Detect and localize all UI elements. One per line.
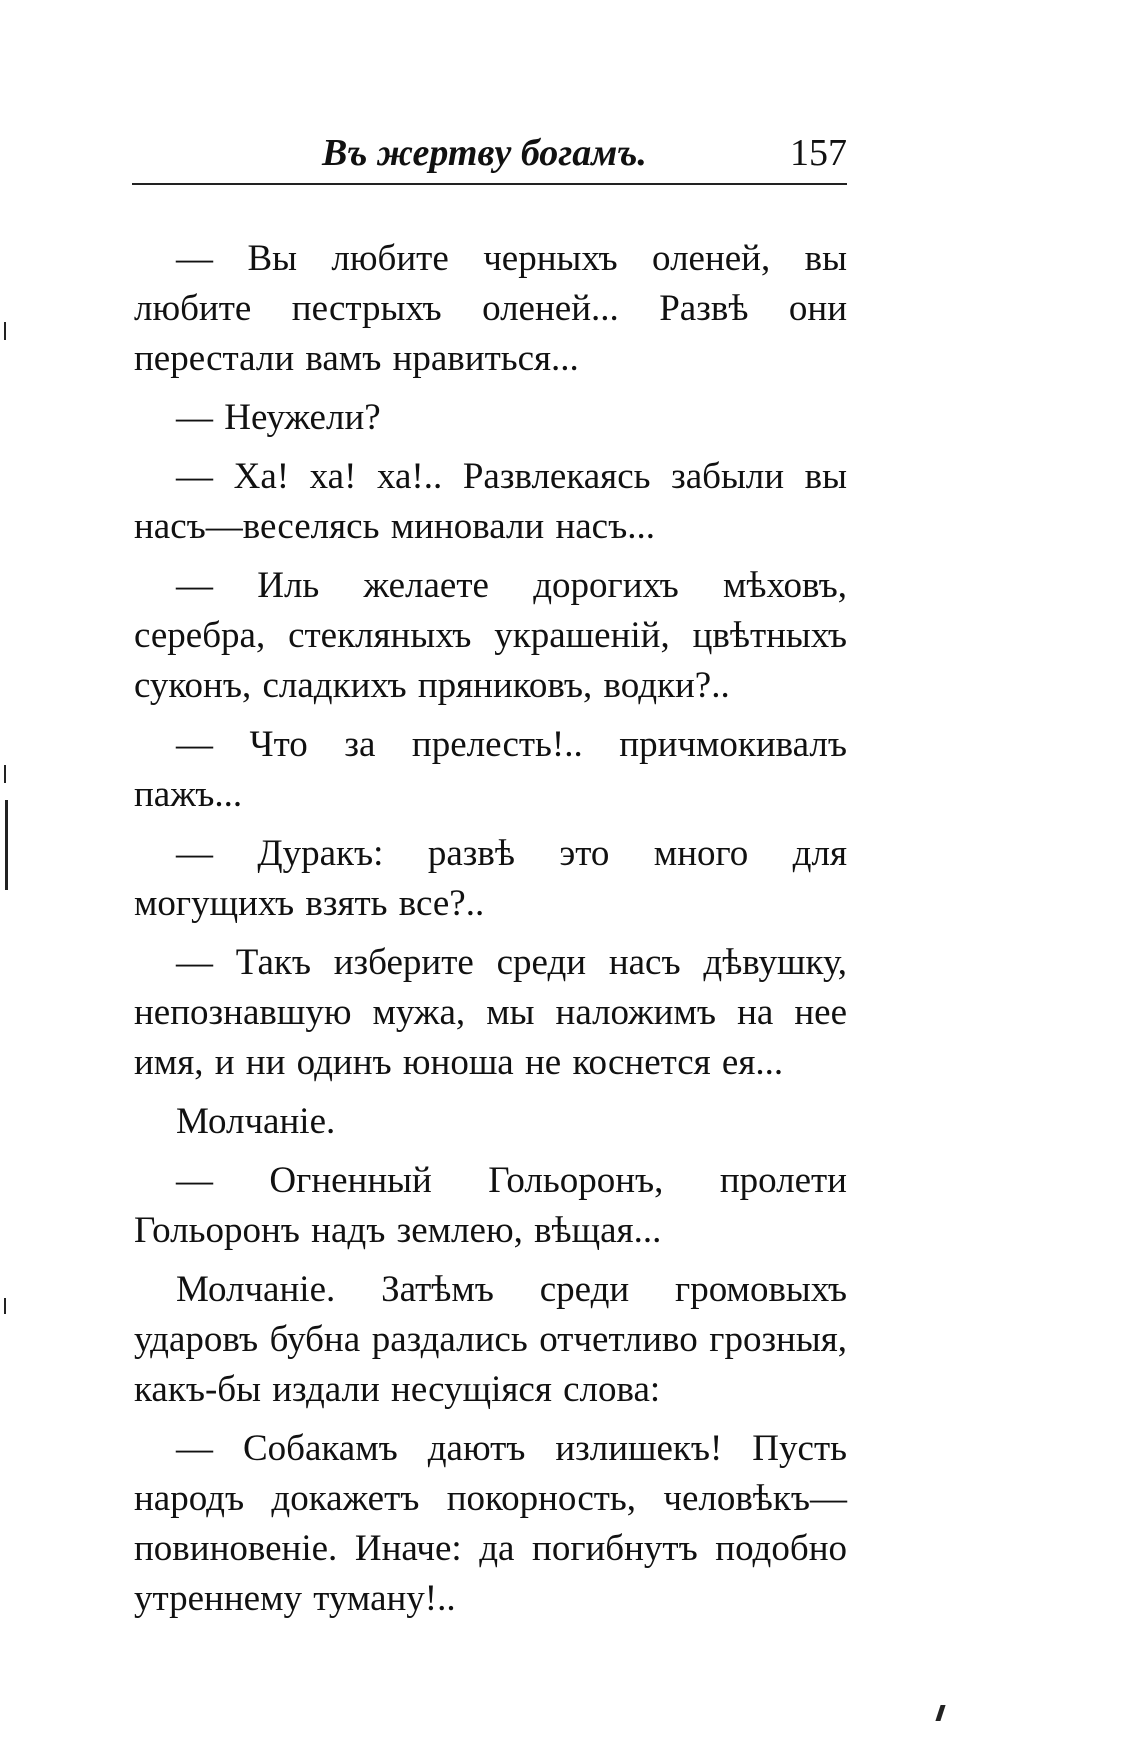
scan-mark: [5, 800, 8, 890]
running-head: [132, 128, 847, 178]
paragraph-9: — Огненный Гольоронъ, пролети Гольоронъ надъ землею, вѣщая...: [134, 1160, 847, 1251]
paragraph-7: — Такъ изберите среди насъ дѣвушку, непознавшую мужа, мы наложимъ на нее имя, и ни одинъ юноша не коснется ея...: [134, 942, 847, 1083]
scan-mark: [4, 765, 6, 783]
paragraph-2: — Неужели?: [176, 397, 381, 438]
scan-mark: [4, 322, 6, 340]
running-title: Въ жертву богамъ.: [322, 132, 647, 174]
paragraph-3: — Ха! ха! ха!.. Развлекаясь забыли вы насъ—веселясь миновали насъ...: [134, 456, 847, 547]
page-number: 157: [790, 132, 847, 174]
paragraph-8: Молчаніе.: [176, 1101, 336, 1142]
header-rule: [132, 183, 847, 185]
paragraph-4: — Иль желаете дорогихъ мѣховъ, серебра, стекляныхъ украшеній, цвѣтныхъ суконъ, сладкихъ пряниковъ, водки?..: [134, 565, 847, 706]
paragraph-10: Молчаніе. Затѣмъ среди громовыхъ ударовъ бубна раздались отчетливо грозныя, какъ-бы издали несущіяся слова:: [134, 1269, 847, 1410]
paragraph-6: — Дуракъ: развѣ это много для могущихъ взять все?..: [134, 833, 847, 924]
paragraph-5: — Что за прелесть!.. причмокивалъ пажъ...: [134, 724, 847, 815]
body-text: [134, 234, 847, 1624]
paragraph-1: — Вы любите черныхъ оленей, вы любите пестрыхъ оленей... Развѣ они перестали вамъ нравиться...: [134, 238, 847, 379]
scan-mark: [4, 1298, 6, 1314]
scan-mark: [935, 1705, 945, 1721]
paragraph-11: — Собакамъ даютъ излишекъ! Пусть народъ докажетъ покорность, человѣкъ—повиновеніе. Иначе: да погибнутъ подобно утреннему туману!..: [134, 1428, 847, 1619]
